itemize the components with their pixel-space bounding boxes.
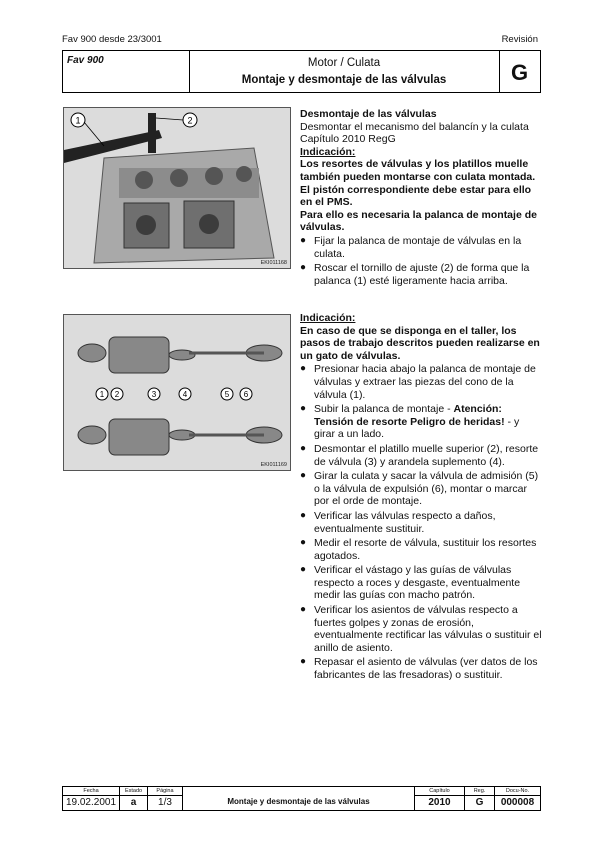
list-item: ● Medir el resorte de válvula, sustituir los resortes agotados. <box>300 537 542 562</box>
cylinder-head-illustration <box>64 108 290 268</box>
list-item: ● Girar la culata y sacar la válvula de admisión (5) o la válvula de expulsión (6), montar o marcar por el orde de montaje. <box>300 470 542 508</box>
footer-status: a <box>130 797 137 808</box>
footer-label: Estado <box>120 788 147 796</box>
callout-1: 1 <box>75 115 81 126</box>
footer-reg: G <box>475 797 484 808</box>
callout-3: 3 <box>151 390 157 399</box>
footer-label: Reg. <box>465 788 494 796</box>
footer-title-cell <box>183 787 415 810</box>
note-label: Indicación: <box>300 312 356 324</box>
footer-page: 1/3 <box>158 797 172 808</box>
group-cell <box>499 51 540 92</box>
list-item: ● Fijar la palanca de montaje de válvulas en la culata. <box>300 235 542 260</box>
footer-date: 19.02.2001 <box>65 797 117 808</box>
callout-1: 1 <box>99 390 105 399</box>
model-cell <box>63 51 190 92</box>
list-item: ● Verificar los asientos de válvulas respecto a fuertes golpes y zonas de erosión, eventualmente rectificar las válvulas o sustituir el anillo de asiento. <box>300 604 542 654</box>
note-text: Los resortes de válvulas y los platillos muelle también pueden montarse con culata montada. <box>300 158 536 183</box>
callout-2: 2 <box>114 390 120 399</box>
callout-2: 2 <box>187 115 193 126</box>
section-heading: Desmontaje de las válvulas <box>300 108 437 120</box>
valve-parts-illustration <box>64 315 290 470</box>
callout-4: 4 <box>182 390 188 399</box>
figure-code: EKI011168 <box>260 260 287 266</box>
figure-code: EKI011169 <box>260 462 287 468</box>
warning-text: Atención: Tensión de resorte Peligro de heridas! <box>314 403 505 428</box>
document-title: Fav 900 desde 23/3001 <box>62 34 162 45</box>
list-item: ● Repasar el asiento de válvulas (ver datos de los fabricantes de las fresadoras) o sustituir. <box>300 656 542 681</box>
step-text: Desmontar el mecanismo del balancín y la culata <box>300 120 529 133</box>
footer-chapter: 2010 <box>428 797 451 808</box>
callout-6: 6 <box>243 390 249 399</box>
footer-title: Montaje y desmontaje de las válvulas <box>227 797 370 806</box>
list-item: ● Presionar hacia abajo la palanca de montaje de válvulas y extraer las piezas del cono de la válvula (1). <box>300 363 542 401</box>
list-item: ● Roscar el tornillo de ajuste (2) de forma que la palanca (1) esté ligeramente hacia arriba. <box>300 262 542 287</box>
text-block-removal <box>300 108 542 287</box>
footer-status-cell <box>120 787 148 810</box>
figure-valve-parts <box>63 314 291 471</box>
revision-label: Revisión <box>501 34 538 45</box>
footer-doc-cell <box>495 787 540 810</box>
chapter-reference: Capítulo 2010 RegG <box>300 133 396 146</box>
model-label: Fav 900 <box>67 55 104 66</box>
note-text: El pistón correspondiente debe estar para ello en el PMS. <box>300 183 532 209</box>
footer-date-cell <box>63 787 120 810</box>
note-text: Para ello es necesaria la palanca de montaje de válvulas. <box>300 208 537 234</box>
title-cell <box>189 51 500 92</box>
list-item: ● Verificar las válvulas respecto a daños, eventualmente sustituir. <box>300 510 542 535</box>
footer-table <box>62 786 541 811</box>
footer-label: Fecha <box>63 788 119 796</box>
note-label: Indicación: <box>300 145 356 158</box>
list-item: ● Verificar el vástago y las guías de válvulas respecto a roces y desgaste, eventualmente medir las guías con macho patrón. <box>300 564 542 602</box>
list-item <box>300 403 542 441</box>
list-item: ● Desmontar el platillo muelle superior (2), resorte de válvula (3) y arandela suplemento (4). <box>300 443 542 468</box>
footer-doc-number: 000008 <box>500 797 535 808</box>
text-block-procedure <box>300 312 542 682</box>
footer-label: Docu-No. <box>495 788 540 796</box>
group-letter: G <box>510 60 529 85</box>
footer-label: Capítulo <box>415 788 464 796</box>
section-label: Motor / Culata <box>307 57 381 69</box>
figure-cylinder-head <box>63 107 291 269</box>
callout-5: 5 <box>224 390 230 399</box>
footer-chapter-cell <box>415 787 465 810</box>
page-title: Montaje y desmontaje de las válvulas <box>241 74 447 86</box>
footer-reg-cell <box>465 787 495 810</box>
note-text: En caso de que se disponga en el taller, los pasos de trabajo descritos pueden realizarse en un gato de válvulas. <box>300 324 540 362</box>
header-box <box>62 50 541 93</box>
step-text: - y girar a un lado. <box>314 415 520 441</box>
footer-label: Página <box>148 788 182 796</box>
footer-page-cell <box>148 787 183 810</box>
step-text: Subir la palanca de montaje - <box>314 403 454 416</box>
